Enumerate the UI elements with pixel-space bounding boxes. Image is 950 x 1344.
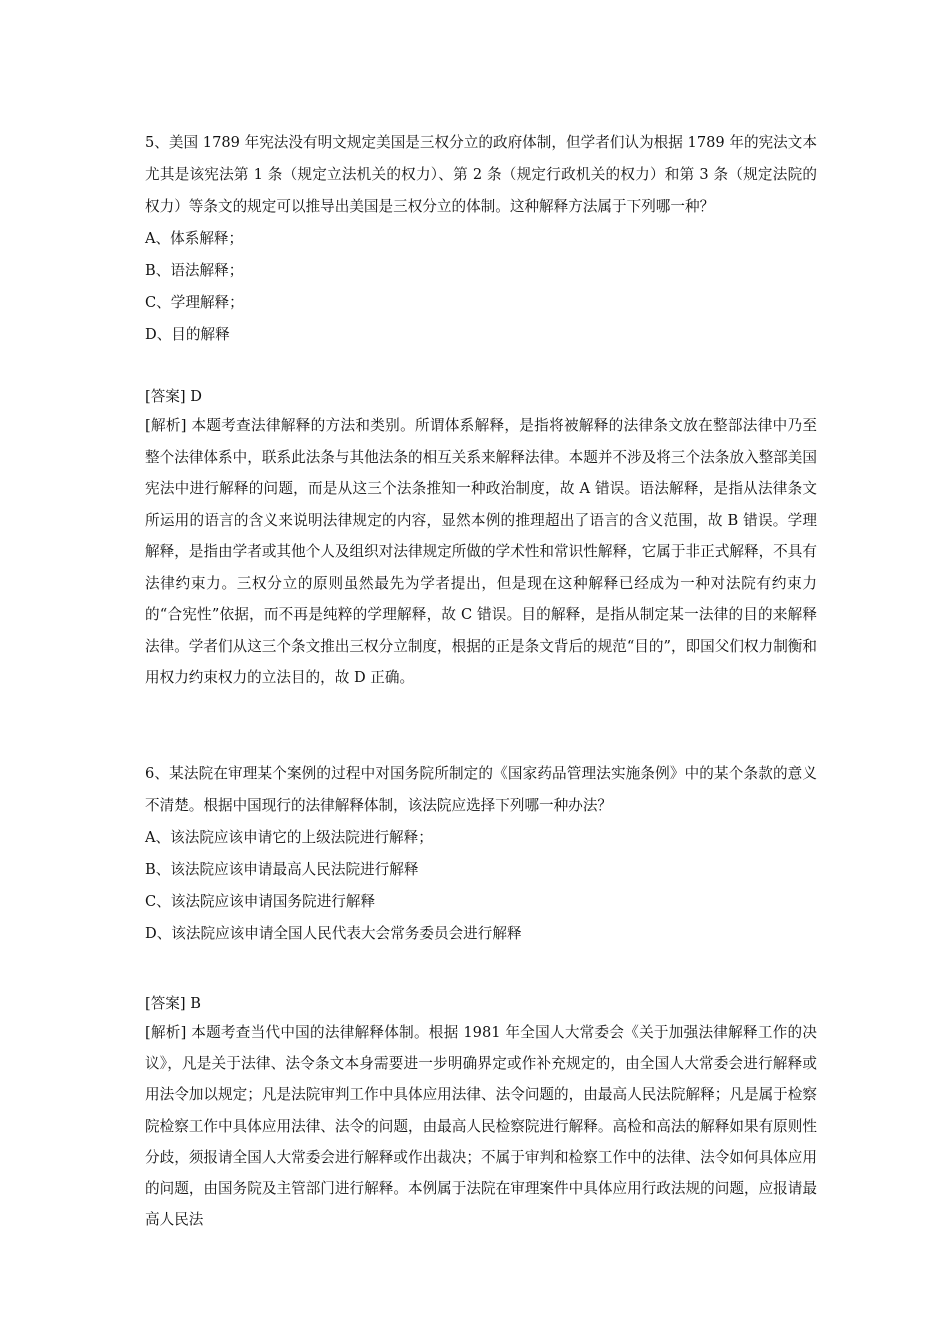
question-6-option-c: C、该法院应该申请国务院进行解释 [145, 893, 376, 910]
question-6-answer: [答案] B [145, 995, 201, 1012]
question-5-option-a: A、体系解释； [145, 230, 244, 247]
question-6-option-b: B、该法院应该申请最高人民法院进行解释 [145, 861, 419, 878]
question-5 [145, 127, 817, 351]
question-6-option-a: A、该法院应该申请它的上级法院进行解释； [145, 829, 433, 846]
question-5-option-d: D、目的解释 [145, 326, 230, 343]
question-6-answer-section [145, 991, 817, 1235]
question-5-analysis: [解析] 本题考查法律解释的方法和类别。所谓体系解释，是指将被解释的法律条文放在整部法律中乃至整个法律体系中，联系此法条与其他法条的相互关系来解释法律。本题并不涉及将三个法条放入整部美国宪法中进行解释的问题，而是从这三个法条推知一种政治制度，故 A 错误。语法解释，是指从法律条文所运用的语言的含义来说明法律规定的内容，显然本例的推理超出了语言的含义范围，故 B 错误。学理解释，是指由学者或其他个人及组织对法律规定所做的学术性和常识性解释，它属于非正式解释，不具有法律约束力。三权分立的原则虽然最先为学者提出，但是现在这种解释已经成为一种对法院有约束力的“合宪性”依据，而不再是纯粹的学理解释，故 C 错误。目的解释，是指从制定某一法律的目的来解释法律。学者们从这三个条文推出三权分立制度，根据的正是条文背后的规范“目的”，即国父们权力制衡和用权力约束权力的立法目的，故 D 正确。 [145, 417, 817, 686]
question-6 [145, 758, 817, 950]
question-5-stem: 5、美国 1789 年宪法没有明文规定美国是三权分立的政府体制，但学者们认为根据 1789 年的宪法文本尤其是该宪法第 1 条（规定立法机关的权力）、第 2 条（规定行政机关的权力）和第 3 条（规定法院的权力）等条文的规定可以推导出美国是三权分立的体制。这种解释方法属于下列哪一种？ [145, 134, 817, 215]
question-5-answer: [答案] D [145, 388, 202, 405]
question-5-option-c: C、学理解释； [145, 294, 244, 311]
question-5-option-b: B、语法解释； [145, 262, 244, 279]
question-5-answer-section [145, 384, 817, 694]
question-6-analysis: [解析] 本题考查当代中国的法律解释体制。根据 1981 年全国人大常委会《关于加强法律解释工作的决议》，凡是关于法律、法令条文本身需要进一步明确界定或作补充规定的，由全国人大常委会进行解释或用法令加以规定；凡是法院审判工作中具体应用法律、法令问题的，由最高人民法院解释；凡是属于检察院检察工作中具体应用法律、法令的问题，由最高人民检察院进行解释。高检和高法的解释如果有原则性分歧，须报请全国人大常委会进行解释或作出裁决；不属于审判和检察工作中的法律、法令如何具体应用的问题，由国务院及主管部门进行解释。本例属于法院在审理案件中具体应用行政法规的问题，应报请最高人民法 [145, 1024, 817, 1229]
question-6-option-d: D、该法院应该申请全国人民代表大会常务委员会进行解释 [145, 925, 522, 942]
question-6-stem: 6、某法院在审理某个案例的过程中对国务院所制定的《国家药品管理法实施条例》中的某个条款的意义不清楚。根据中国现行的法律解释体制，该法院应选择下列哪一种办法？ [145, 765, 817, 814]
